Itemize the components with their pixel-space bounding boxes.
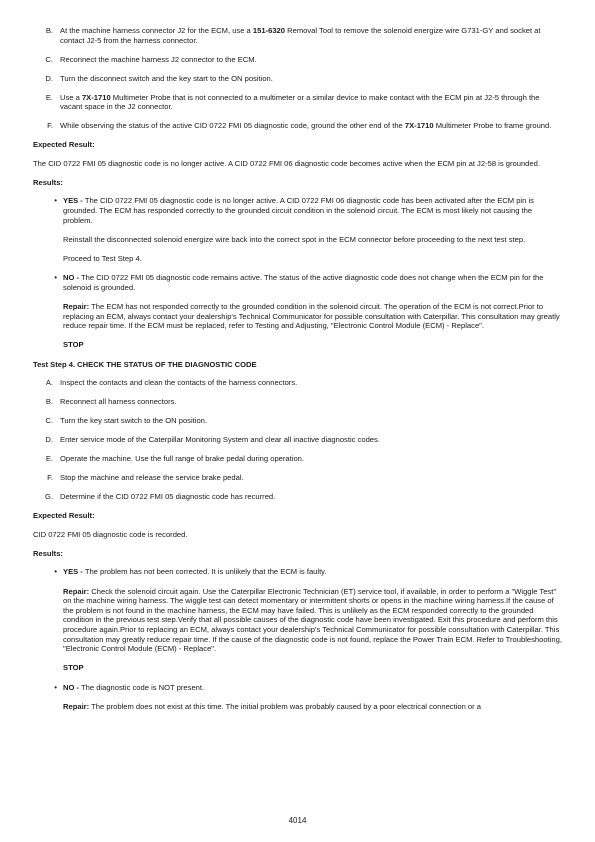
- list-item: [33, 435, 563, 445]
- result-text: The CID 0722 FMI 05 diagnostic code remains active. The status of the active diagnostic code does not change when the ECM pin for the solenoid is grounded.: [63, 273, 544, 292]
- result-yes-text: [63, 567, 563, 577]
- result-label: NO -: [63, 273, 80, 283]
- step-text-part: Removal Tool to remove the solenoid energize wire G731-GY and socket at contact J2-5 from the harness connector.: [60, 26, 541, 45]
- repair-body: The problem does not exist at this time. The initial problem was probably caused by a poor electrical connection or a: [89, 701, 482, 711]
- step-text-part: At the machine harness connector J2 for the ECM, use a: [60, 26, 253, 35]
- repair-label: Repair:: [63, 701, 90, 711]
- repair-text: [63, 302, 563, 331]
- result-yes-text: [63, 196, 563, 225]
- list-item: [33, 55, 563, 65]
- results-heading: Results:: [33, 177, 63, 187]
- result-paragraph: Reinstall the disconnected solenoid energize wire back into the correct spot in the ECM connector before proceeding to the next test step.: [63, 234, 526, 244]
- step-text: Turn the key start switch to the ON position.: [60, 416, 208, 426]
- repair-text: [63, 702, 563, 712]
- result-no-text: [63, 683, 563, 693]
- stop-label: STOP: [63, 663, 84, 673]
- list-item: [33, 121, 563, 131]
- step-letter: A.: [45, 378, 53, 388]
- step-text: [60, 93, 563, 112]
- part-number: 151-6320: [252, 26, 285, 35]
- step-letter: D.: [45, 73, 53, 83]
- step-text: Determine if the CID 0722 FMI 05 diagnostic code has recurred.: [60, 492, 276, 502]
- step-letter: C.: [45, 54, 53, 64]
- result-label: NO -: [63, 682, 80, 692]
- list-item: [33, 26, 563, 45]
- repair-label: Repair:: [63, 586, 90, 596]
- step-text-part: Use a: [60, 92, 82, 102]
- result-yes-body: [63, 567, 563, 673]
- bullet-icon: •: [54, 682, 57, 692]
- step-text: [60, 121, 563, 131]
- repair-text: [63, 587, 563, 654]
- step-letter: E.: [45, 454, 53, 464]
- step-text: Operate the machine. Use the full range of brake pedal during operation.: [60, 454, 304, 464]
- test-step-4-list: [33, 378, 563, 502]
- step-letter: C.: [45, 416, 53, 426]
- result-text: The problem has not been corrected. It is unlikely that the ECM is faulty.: [82, 567, 327, 577]
- step-text: Stop the machine and release the service brake pedal.: [60, 473, 244, 483]
- repair-label: Repair:: [63, 302, 90, 312]
- list-item: [33, 454, 563, 464]
- result-no: [33, 683, 563, 712]
- step-list-continued: [33, 26, 563, 131]
- list-item: [33, 378, 563, 388]
- page-number: 4014: [288, 816, 307, 825]
- list-item: [33, 473, 563, 483]
- result-paragraph: Proceed to Test Step 4.: [63, 254, 142, 264]
- repair-body: Check the solenoid circuit again. Use the Caterpillar Electronic Technician (ET) service tool, if available, in order to perform a "Wiggle Test" on the machine wiring harness. The wiggle test can detect momentary or intermittent shorts or opens in the machine wiring harness.If the cause of the problem is not found in the machine harness, the ECM may have failed. This is unlikely as the ECM responded correctly to the grounded condition in the previous test step.Verify that all possible causes of the diagnostic code have been investigated. Exit this procedure and perform this procedure again.Prior to replacing an ECM, always contact your dealership's Technical Communicator for possible consultation with Caterpillar. This consultation may greatly reduce repair time. If the cause of the diagnostic code is not found, replace the Power Train ECM. Refer to Troubleshooting, "Electronic Control Module (ECM) - Replace".: [63, 586, 562, 654]
- result-no-body: [63, 273, 563, 350]
- list-item: [33, 492, 563, 502]
- result-yes: [33, 196, 563, 263]
- result-text: The CID 0722 FMI 05 diagnostic code is no longer active. A CID 0722 FMI 06 diagnostic code has been activated after the ECM pin is grounded. The ECM has responded correctly to the grounded circuit condition in the solenoid circuit. The ECM is most likely not causing the problem.: [63, 196, 534, 225]
- step-text: Reconnect the machine harness J2 connector to the ECM.: [60, 54, 257, 64]
- test-step-heading: Test Step 4. CHECK THE STATUS OF THE DIAGNOSTIC CODE: [33, 359, 257, 369]
- bullet-icon: •: [54, 567, 57, 577]
- list-item: [33, 416, 563, 426]
- expected-result-heading: Expected Result:: [33, 140, 95, 150]
- step-text-part: Multimeter Probe that is not connected to a multimeter or a similar device to make contact with the ECM pin at J2-5 through the vacant space in the J2 connector.: [60, 92, 540, 112]
- document-page: [33, 26, 563, 721]
- part-number: 7X-1710: [81, 92, 111, 102]
- result-yes-body: [63, 196, 563, 263]
- result-label: YES -: [63, 196, 83, 206]
- stop-label: STOP: [63, 340, 84, 350]
- result-yes: [33, 567, 563, 673]
- step-letter: D.: [45, 435, 53, 445]
- step-text: Enter service mode of the Caterpillar Monitoring System and clear all inactive diagnostic codes.: [60, 435, 380, 445]
- result-label: YES -: [63, 567, 83, 577]
- list-item: [33, 93, 563, 112]
- list-item: [33, 397, 563, 407]
- step-text: Turn the disconnect switch and the key start to the ON position.: [60, 73, 273, 83]
- result-no-text: [63, 273, 563, 292]
- step-letter: F.: [47, 473, 53, 483]
- step-letter: G.: [44, 492, 53, 502]
- bullet-icon: •: [54, 273, 57, 283]
- list-item: [33, 74, 563, 84]
- expected-result-heading: Expected Result:: [33, 511, 95, 521]
- step-text: Inspect the contacts and clean the contacts of the harness connectors.: [60, 378, 298, 388]
- result-no: [33, 273, 563, 350]
- expected-result-text: The CID 0722 FMI 05 diagnostic code is no longer active. A CID 0722 FMI 06 diagnostic code becomes active when the ECM pin at J2-58 is grounded.: [33, 158, 540, 168]
- part-number: 7X-1710: [404, 121, 434, 131]
- step-letter: B.: [45, 397, 53, 407]
- results-heading: Results:: [33, 548, 63, 558]
- step-text-part: While observing the status of the active CID 0722 FMI 05 diagnostic code, ground the other end of the: [60, 121, 405, 131]
- step-text-part: Multimeter Probe to frame ground.: [433, 121, 552, 131]
- step-letter: B.: [45, 26, 53, 35]
- expected-result-text: CID 0722 FMI 05 diagnostic code is recorded.: [33, 529, 188, 539]
- bullet-icon: •: [54, 196, 57, 206]
- step-letter: E.: [45, 92, 53, 102]
- step-letter: F.: [47, 121, 53, 131]
- result-no-body: [63, 683, 563, 712]
- repair-body: The ECM has not responded correctly to the grounded condition in the solenoid circuit. The operation of the ECM is not correct.Prior to replacing an ECM, always contact your dealership's Technical Communicator for possible consultation with Caterpillar. This consultation may greatly reduce repair time. If the ECM must be replaced, refer to Testing and Adjusting, "Electronic Control Module (ECM) - Replace".: [63, 302, 560, 331]
- result-text: The diagnostic code is NOT present.: [79, 682, 205, 692]
- step-text: Reconnect all harness connectors.: [60, 397, 177, 407]
- step-text: [60, 26, 563, 45]
